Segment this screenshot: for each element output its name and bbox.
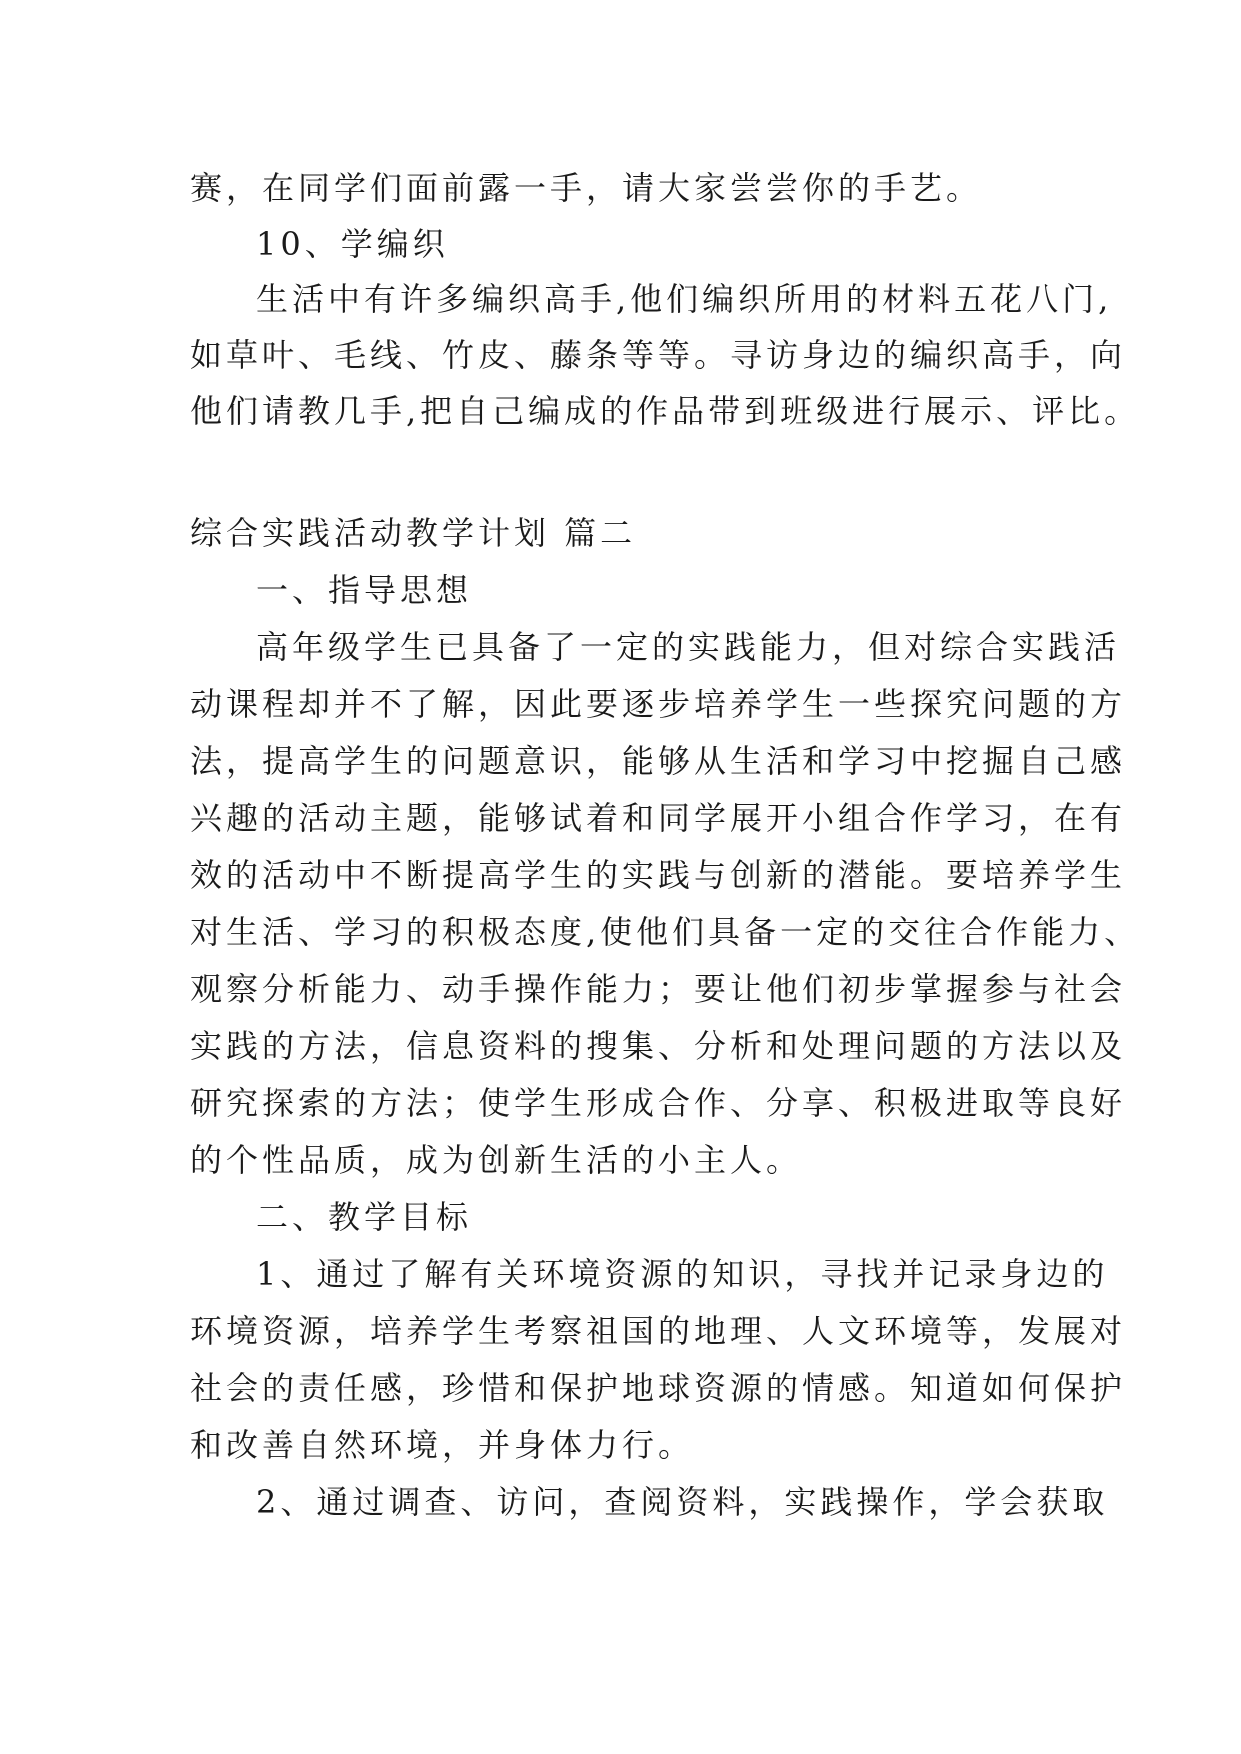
text-line: 实践的方法，信息资料的搜集、分析和处理问题的方法以及 bbox=[190, 1027, 1127, 1065]
text-line: 他们请教几手,把自己编成的作品带到班级进行展示、评比。 bbox=[190, 392, 1141, 430]
section-heading: 一、指导思想 bbox=[256, 571, 473, 609]
text-line: 生活中有许多编织高手,他们编织所用的材料五花八门, bbox=[256, 280, 1113, 318]
text-line: 赛，在同学们面前露一手，请大家尝尝你的手艺。 bbox=[190, 169, 983, 207]
text-line: 研究探索的方法；使学生形成合作、分享、积极进取等良好 bbox=[190, 1084, 1127, 1122]
text-line: 和改善自然环境，并身体力行。 bbox=[190, 1426, 695, 1464]
text-line: 社会的责任感，珍惜和保护地球资源的情感。知道如何保护 bbox=[190, 1369, 1127, 1407]
text-line: 对生活、学习的积极态度,使他们具备一定的交往合作能力、 bbox=[190, 913, 1141, 951]
text-line: 高年级学生已具备了一定的实践能力，但对综合实践活 bbox=[256, 628, 1121, 666]
text-line: 环境资源，培养学生考察祖国的地理、人文环境等，发展对 bbox=[190, 1312, 1127, 1350]
text-line: 2、通过调查、访问，查阅资料，实践操作，学会获取 bbox=[256, 1483, 1109, 1521]
section-heading: 10、学编织 bbox=[256, 225, 449, 263]
text-line: 的个性品质，成为创新生活的小主人。 bbox=[190, 1141, 803, 1179]
text-line: 观察分析能力、动手操作能力；要让他们初步掌握参与社会 bbox=[190, 970, 1127, 1008]
text-line: 动课程却并不了解，因此要逐步培养学生一些探究问题的方 bbox=[190, 685, 1127, 723]
section-heading: 二、教学目标 bbox=[256, 1198, 473, 1236]
text-line: 法，提高学生的问题意识，能够从生活和学习中挖掘自己感 bbox=[190, 742, 1127, 780]
text-line: 如草叶、毛线、竹皮、藤条等等。寻访身边的编织高手，向 bbox=[190, 336, 1127, 374]
text-line: 兴趣的活动主题，能够试着和同学展开小组合作学习，在有 bbox=[190, 799, 1127, 837]
document-title: 综合实践活动教学计划 篇二 bbox=[190, 514, 637, 552]
text-line: 效的活动中不断提高学生的实践与创新的潜能。要培养学生 bbox=[190, 856, 1127, 894]
text-line: 1、通过了解有关环境资源的知识，寻找并记录身边的 bbox=[256, 1255, 1109, 1293]
